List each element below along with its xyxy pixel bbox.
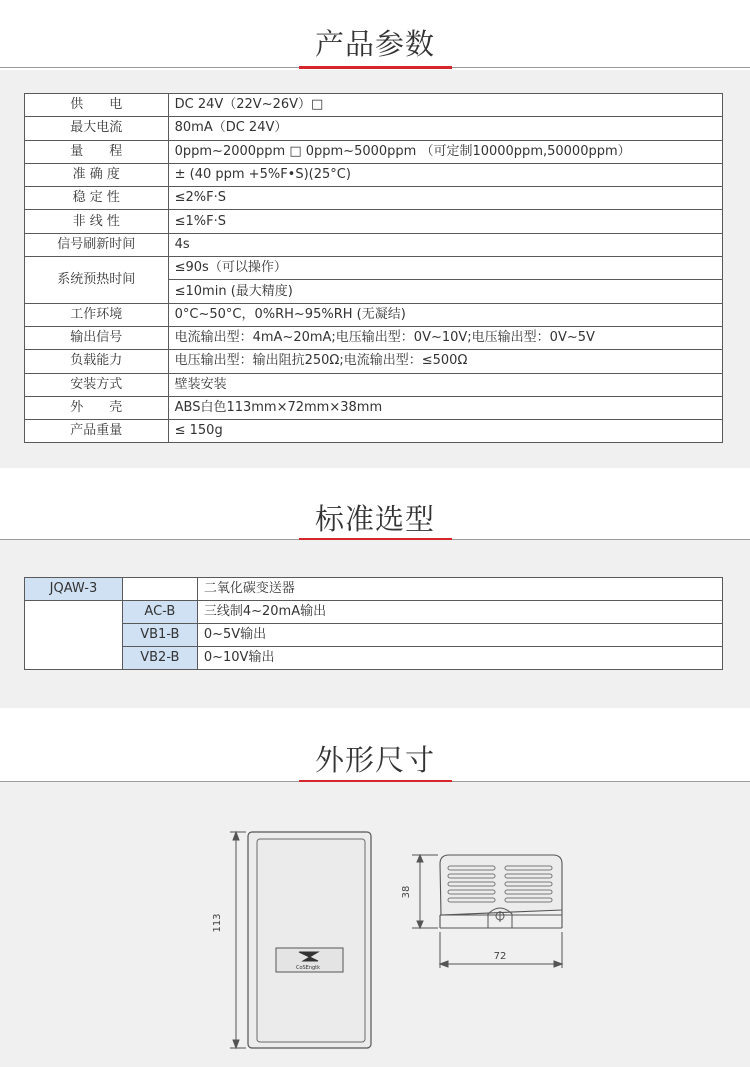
depth-dimension: [412, 855, 438, 928]
spec-value: 80mA（DC 24V）: [168, 117, 722, 140]
table-row: [25, 601, 723, 624]
logo-text: CoSEngtk: [295, 965, 321, 971]
option-code: AC-B: [122, 601, 197, 624]
dimension-drawing: [0, 782, 750, 1067]
height-dimension: [230, 832, 246, 1048]
table-row: [25, 163, 723, 186]
specs-header: [0, 0, 750, 70]
spec-value: ≤ 150g: [168, 420, 722, 443]
spec-label: 系统预热时间: [25, 257, 169, 304]
table-row: [25, 233, 723, 256]
table-row: [25, 326, 723, 349]
spec-label: 工作环境: [25, 303, 169, 326]
empty-cell: [25, 601, 123, 670]
table-row: [25, 94, 723, 117]
spec-label: 安装方式: [25, 373, 169, 396]
width-dimension: [440, 932, 562, 968]
spec-label: 外 壳: [25, 396, 169, 419]
model-code: JQAW-3: [25, 578, 123, 601]
model-desc: 二氧化碳变送器: [197, 578, 722, 601]
dimensions-panel: [0, 782, 750, 1067]
table-row: [25, 578, 723, 601]
width-label: 72: [493, 951, 507, 962]
spec-value: 电流输出型：4mA~20mA;电压输出型：0V~10V;电压输出型：0V~5V: [168, 326, 722, 349]
height-label: 113: [212, 913, 223, 933]
table-row: [25, 350, 723, 373]
spec-value: ≤1%F·S: [168, 210, 722, 233]
spec-value: ≤10min (最大精度): [168, 280, 722, 303]
spec-label: 稳 定 性: [25, 187, 169, 210]
table-row: [25, 257, 723, 280]
spec-label: 输出信号: [25, 326, 169, 349]
depth-label: 38: [401, 885, 412, 899]
section-title-dimensions: 外形尺寸: [314, 743, 435, 777]
spec-value: ≤90s（可以操作）: [168, 257, 722, 280]
table-row: [25, 210, 723, 233]
title-accent-bar: [299, 66, 452, 69]
option-desc: 三线制4~20mA输出: [197, 601, 722, 624]
spec-value: 0ppm~2000ppm □ 0ppm~5000ppm （可定制10000ppm,50000ppm）: [168, 140, 722, 163]
spec-label: 供 电: [25, 94, 169, 117]
table-row: [25, 624, 723, 647]
specs-table: [24, 93, 723, 443]
selection-header: [0, 468, 750, 538]
empty-cell: [122, 578, 197, 601]
section-title-specs: 产品参数: [314, 27, 435, 61]
front-view: [248, 832, 371, 1048]
selection-table: [24, 577, 723, 670]
spec-label: 准 确 度: [25, 163, 169, 186]
spec-label: 非 线 性: [25, 210, 169, 233]
table-row: [25, 117, 723, 140]
spec-label: 负载能力: [25, 350, 169, 373]
spec-value: 0°C~50°C，0%RH~95%RH (无凝结): [168, 303, 722, 326]
spec-value: 电压输出型：输出阻抗250Ω;电流输出型：≤500Ω: [168, 350, 722, 373]
table-row: [25, 303, 723, 326]
section-title-selection: 标准选型: [314, 502, 435, 536]
spec-value: DC 24V（22V~26V）□: [168, 94, 722, 117]
spec-value: ABS白色113mm×72mm×38mm: [168, 396, 722, 419]
spec-value: ≤2%F·S: [168, 187, 722, 210]
option-code: VB1-B: [122, 624, 197, 647]
table-row: [25, 373, 723, 396]
option-code: VB2-B: [122, 647, 197, 670]
spec-label: 量 程: [25, 140, 169, 163]
option-desc: 0~5V输出: [197, 624, 722, 647]
option-desc: 0~10V输出: [197, 647, 722, 670]
spec-value: 4s: [168, 233, 722, 256]
mount-clip: [488, 908, 512, 928]
table-row: [25, 187, 723, 210]
spec-value: 壁装安装: [168, 373, 722, 396]
spec-value: ± (40 ppm +5%F•S)(25°C): [168, 163, 722, 186]
table-row: [25, 420, 723, 443]
spec-label: 信号刷新时间: [25, 233, 169, 256]
spec-label: 最大电流: [25, 117, 169, 140]
table-row: [25, 647, 723, 670]
table-row: [25, 140, 723, 163]
table-row: [25, 396, 723, 419]
spec-label: 产品重量: [25, 420, 169, 443]
dimensions-header: [0, 708, 750, 778]
